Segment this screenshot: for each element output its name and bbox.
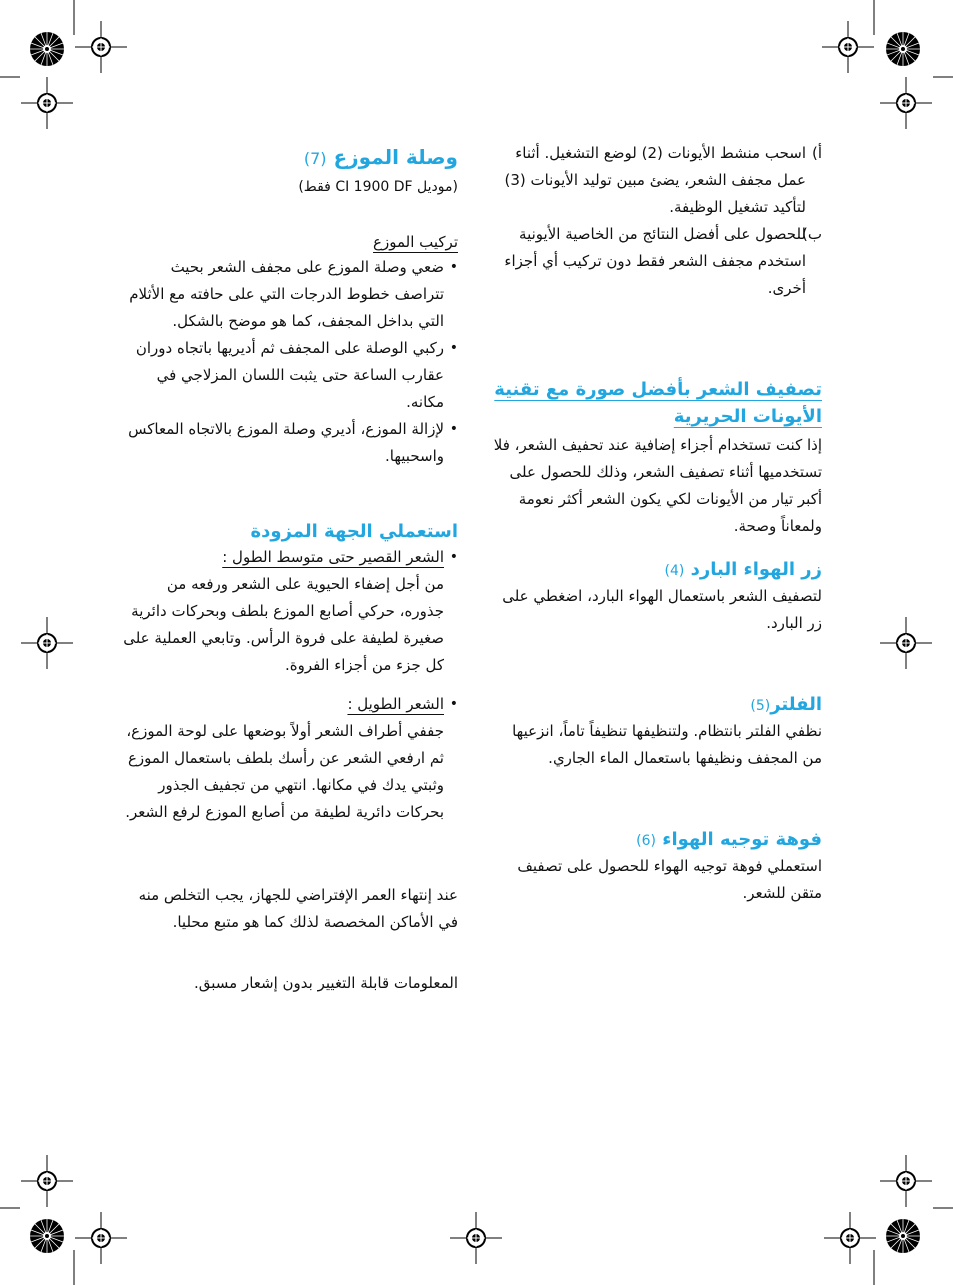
cold-air-heading xyxy=(492,558,822,583)
cold-air-text: لتصفيف الشعر باستعمال الهواء البارد، اضغطي على زر البارد. xyxy=(502,587,822,632)
filter-title: الفلتر xyxy=(770,694,822,715)
nozzle-text: استعملي فوهة توجيه الهواء للحصول على تصفيف متقن للشعر. xyxy=(517,857,822,902)
ionic-text: إذا كنت تستخدام أجزاء إضافية عند تحفيف الشعر، فلا تستخدميها أثناء تصفيف الشعر، وذلك للحصول على أكبر تيار من الأيونات لكي يكون الشعر أكثر نعومة ولمعاناً وصحة. xyxy=(493,436,822,535)
usage-heading: استعملي الجهة المزودة xyxy=(250,521,458,542)
diffuser-title: وصلة الموزع xyxy=(333,145,458,169)
usage-item-text: من أجل إضفاء الحيوية على الشعر ورفعه من جذوره، حركي أصابع الموزع بلطف وبحركات دائرية صغيرة لطيفة على فروة الرأس. وتابعي العملية على كل جزء من أجزاء الفروة. xyxy=(123,575,444,674)
notice-text: المعلومات قابلة التغيير بدون إشعار مسبق. xyxy=(194,974,458,992)
nozzle-number: (6) xyxy=(636,833,656,849)
diffuser-heading xyxy=(120,140,458,176)
fitting-heading: تركيب الموزع xyxy=(373,233,458,251)
step-label: أ) xyxy=(811,144,822,162)
nozzle-title: فوهة توجيه الهواء xyxy=(662,829,822,850)
list-item xyxy=(120,691,458,826)
filter-heading xyxy=(492,693,822,718)
usage-item-text: جففي أطراف الشعر أولاً بوضعها على لوحة الموزع، ثم ارفعي الشعر عن رأسك بلطف باستعمال الموزع وثبتي يدك في مكانها. انتهي من تجفيف الجذور بحركات دائرية لطيفة من أصابع الموزع لرفع الشعر. xyxy=(125,722,444,821)
usage-list xyxy=(120,544,458,826)
fitting-list xyxy=(120,254,458,470)
list-item xyxy=(120,544,458,679)
cold-air-title: زر الهواء البارد xyxy=(690,559,822,580)
cold-air-number: (4) xyxy=(664,563,685,579)
filter-text: نظفي الفلتر بانتظام. ولتنظيفها تنظيفاً تاماً، انزعيها من المجفف ونظيفها باستعمال الماء الجاري. xyxy=(512,722,822,767)
disposal-text: عند إنتهاء العمر الإفتراضي للجهاز، يجب التخلص منه في الأماكن المخصصة لذلك كما هو متبع محليا. xyxy=(138,886,458,931)
right-column xyxy=(492,140,822,907)
model-note: (موديل CI 1900 DF فقط) xyxy=(298,179,458,195)
step-a xyxy=(492,140,822,221)
step-b xyxy=(492,221,822,302)
diffuser-number: (7) xyxy=(303,149,327,168)
step-label: ب) xyxy=(802,225,822,243)
usage-item-title: الشعر الطويل : xyxy=(347,695,444,713)
list-item: • لإزالة الموزع، أديري وصلة الموزع بالاتجاه المعاكس واسحبيها. xyxy=(120,416,458,470)
filter-number: (5) xyxy=(750,698,771,714)
list-item: • ضعي وصلة الموزع على مجفف الشعر بحيث تتراصف خطوط الدرجات التي على حافته مع الأثلام التي بداخل المجفف، كما هو موضح بالشكل. xyxy=(120,254,458,335)
left-column xyxy=(120,140,458,997)
list-item: • ركبي الوصلة على المجفف ثم أديريها باتجاه دوران عقارب الساعة حتى يثبت اللسان المزلاجي في مكانه. xyxy=(120,335,458,416)
nozzle-heading xyxy=(492,828,822,853)
step-text: للحصول على أفضل النتائج من الخاصية الأيونية استخدم مجفف الشعر فقط دون تركيب أي أجزاء أخرى. xyxy=(504,225,806,297)
usage-item-title: الشعر القصير حتى متوسط الطول : xyxy=(222,548,444,566)
ionic-steps xyxy=(492,140,822,302)
ionic-heading: تصفيف الشعر بأفضل صورة مع تقنية الأيونات الحريرية xyxy=(494,379,822,427)
step-text: اسحب منشط الأيونات (2) لوضع التشغيل. أثناء عمل مجفف الشعر، يضئ مبين توليد الأيونات (3) لتأكيد تشغيل الوظيفة. xyxy=(504,144,806,216)
